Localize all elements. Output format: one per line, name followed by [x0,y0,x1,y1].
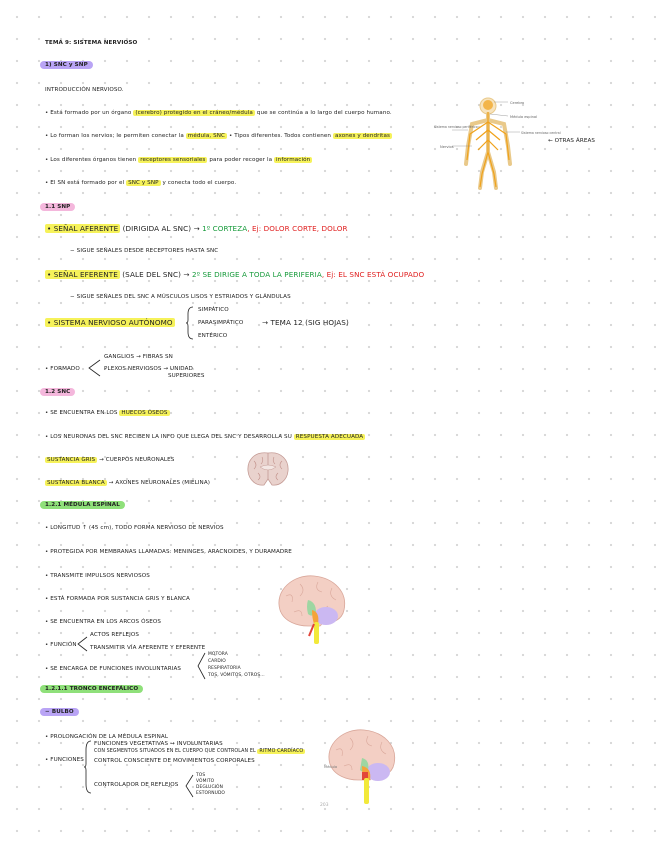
function-transmit: TRANSMITIR VÍA AFERENTE Y EFERENTE [90,645,206,651]
brace-bulbo [84,740,92,794]
snc-white-matter: SUSTANCIA BLANCA → AXONES NEURONALES (MIELINA) [47,480,211,486]
bulbo-control: CONTROL CONSCIENTE DE MOVIMIENTOS CORPORALES [94,758,255,764]
page-number: 203 [320,803,329,808]
bulbo-prolongation: • PROLONGACIÓN DE LA MÉDULA ESPINAL [45,734,169,740]
bullet-organ: • Está formado por un órgano (cerebro) protegido en el cráneo/médula que se continúa a lo largo del cuerpo humano. [45,110,392,116]
section-heading-bulbo: − BULBO [40,709,79,716]
reflex-vomit: VÓMITO [196,779,215,784]
brace-autonomic [186,306,194,340]
snp-afferent-desc: − SIGUE SEÑALES DESDE RECEPTORES HASTA SNC [70,248,219,254]
reflex-cough: TOS [196,773,206,778]
bulbo-segments: CON SEGMENTOS SITUADOS EN EL CUERPO QUE CONTROLAN EL RITMO CARDÍACO [94,749,304,754]
brace-involuntary [196,652,206,680]
involuntary-other: TOS, VÓMITOS, OTROS... [208,673,265,678]
autonomic-ref: → TEMA 12 (SIG HOJAS) [262,318,349,327]
spinal-location: • SE ENCUENTRA EN LOS ARCOS ÓSEOS [45,619,162,625]
section-heading-snp: 1.1 SNP [40,204,75,211]
figure-label-cerebro: Cerebro [510,101,525,105]
section-heading-snc-snp: 1) SNC y SNP [40,62,93,69]
section-heading-brainstem: 1.2.1.1 TRONCO ENCEFÁLICO [40,686,143,693]
autonomic-sympathetic: SIMPÁTICO [198,307,229,313]
section-heading-snc: 1.2 SNC [40,389,75,396]
figure-label-medula: Médula espinal [510,115,538,119]
spinal-involuntary: • SE ENCARGA DE FUNCIONES INVOLUNTARIAS [45,666,182,672]
snc-neurons: • LOS NEURONAS DEL SNC RECIBEN LA INFO QUE LLEGA DEL SNC Y DESARROLLA SU RESPUESTA ADECUADA [45,434,364,440]
involuntary-motor: MOTORA [208,652,228,657]
snp-efferent: • SEÑAL EFERENTE (SALE DEL SNC) → 2º SE DIRIGE A TODA LA PERIFERIA, Ej: EL SNC ESTÁ OCUPADO [47,270,425,279]
figure-label-snp: Sistema nervioso periférico [434,125,478,129]
reflex-swallow: DEGLUCIÓN [196,785,223,790]
bullet-receptors: • Los diferentes órganos tienen receptores sensoriales para poder recoger la información [45,157,311,163]
reflex-sneeze: ESTORNUDO [196,791,225,796]
spinal-transmit: • TRANSMITE IMPULSOS NERVIOSOS [45,573,150,579]
brainstem-label: Médula [324,765,338,769]
involuntary-cardio: CARDIO [208,659,226,664]
bulbo-functions: • FUNCIONES [45,757,84,763]
brace-reflexes [184,774,194,798]
formed-superior: SUPERIORES [168,373,205,379]
spinal-protected: • PROTEGIDA POR MEMBRANAS LLAMADAS: MENINGES, ARACNOIDES, Y DURAMADRE [45,549,292,555]
autonomic-enteric: ENTÉRICO [198,333,228,339]
brainstem-figure [322,728,402,808]
page-title: TEMA 9: SISTEMA NERVIOSO [45,40,138,46]
formed-plexus: PLEXOS NERVIOSOS → UNIDAD [104,366,193,372]
spinal-matter: • ESTÁ FORMADA POR SUSTANCIA GRIS Y BLANCA [45,596,190,602]
involuntary-respiratory: RESPIRATORIA [208,666,241,671]
function-reflex: ACTOS REFLEJOS [90,632,140,638]
bullet-sn: • El SN está formado por el SNC y SNP y conecta todo el cuerpo. [45,180,237,186]
bulbo-vegetative: FUNCIONES VEGETATIVAS → INVOLUNTARIAS [94,741,223,747]
figure-label-snc: Sistema nervioso central [521,131,561,135]
outer-note: ← OTRAS ÁREAS [548,138,596,144]
snp-afferent: • SEÑAL AFERENTE (DIRIGIDA AL SNC) → 1º CORTEZA, Ej: DOLOR CORTE, DOLOR [47,224,348,233]
snc-gray-matter: SUSTANCIA GRIS → CUERPOS NEURONALES [47,457,175,463]
brace-function [76,635,88,653]
snp-efferent-desc: − SIGUE SEÑALES DEL SNC A MÚSCULOS LISOS Y ESTRIADOS Y GLÁNDULAS [70,294,291,300]
bullet-nerves: • Lo forman los nervios; le permiten conectar la médula, SNC • Tipos diferentes. Todos contienen axones y dendritas [45,133,391,139]
section-heading-spinal-cord: 1.2.1 MÉDULA ESPINAL [40,502,125,509]
brace-formed [87,358,101,378]
snp-formed: • FORMADO [45,366,80,372]
brain-section-figure [244,449,292,489]
brain-sagittal-figure [272,574,350,646]
snp-autonomic: • SISTEMA NERVIOSO AUTÓNOMO [47,318,173,327]
intro-text: INTRODUCCIÓN NERVIOSO. [45,87,124,93]
formed-ganglia: GANGLIOS → FIBRAS SN [104,354,173,360]
spinal-function: • FUNCIÓN [45,642,77,648]
snc-location: • SE ENCUENTRA EN LOS HUECOS ÓSEOS [45,410,168,416]
figure-label-nervios: Nervios [440,145,454,149]
autonomic-parasympathetic: PARASIMPÁTICO [198,320,244,326]
bulbo-reflexes: CONTROLADOR DE REFLEJOS [94,782,179,788]
spinal-length: • LONGITUD ↑ (45 cm), TODO FORMA NERVIOSO DE NERVIOS [45,525,224,531]
nervous-system-figure [432,94,561,190]
